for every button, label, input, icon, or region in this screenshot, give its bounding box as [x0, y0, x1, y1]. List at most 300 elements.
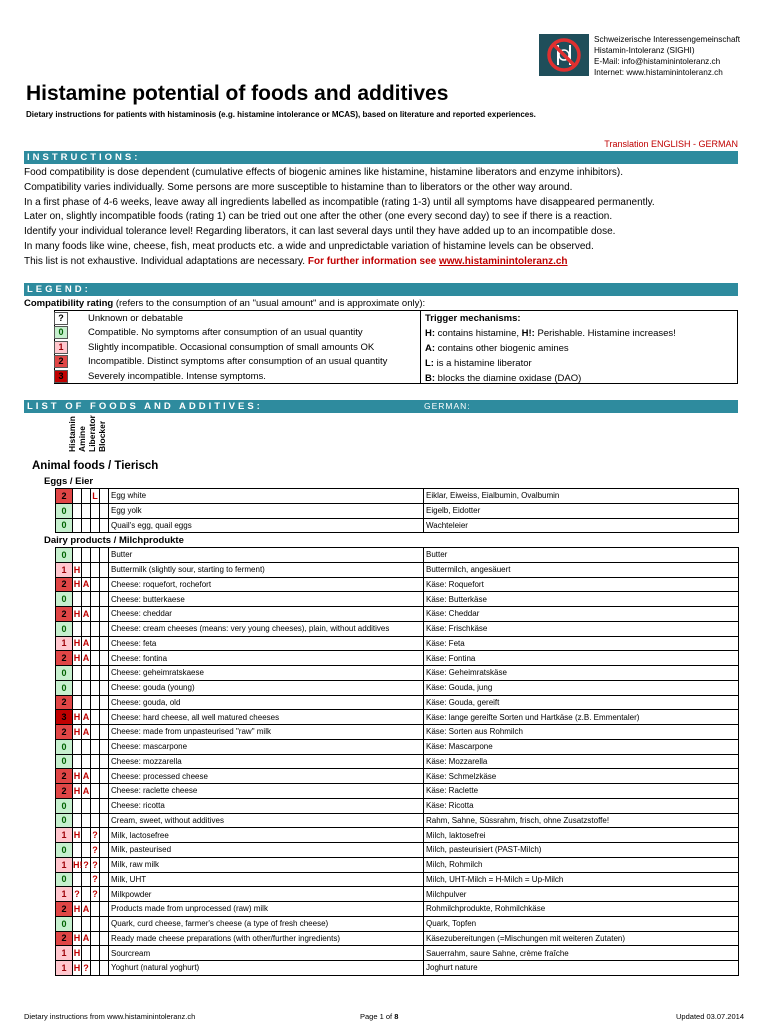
food-name-de: Milchpulver [424, 887, 739, 902]
food-name-de: Käse: Frischkäse [424, 621, 739, 636]
amine-cell [82, 548, 91, 563]
org-header [539, 34, 740, 78]
histamine-cell: H [73, 769, 82, 784]
instructions-text [24, 166, 655, 270]
histamine-cell: H [73, 725, 82, 740]
table-row [56, 769, 739, 784]
rating-cell: 0 [56, 503, 73, 518]
histamine-cell [73, 548, 82, 563]
food-name-de: Käse: Gouda, gereift [424, 695, 739, 710]
rating-cell: 2 [56, 607, 73, 622]
histamine-cell: H [73, 562, 82, 577]
liberator-cell [91, 503, 100, 518]
food-name-en: Cheese: ricotta [109, 798, 424, 813]
table-row [56, 666, 739, 681]
amine-cell: A [82, 607, 91, 622]
food-name-en: Cheese: fontina [109, 651, 424, 666]
col-head-blocker: Blocker [97, 420, 107, 452]
rating-cell: 3 [56, 710, 73, 725]
rating-cell: 0 [56, 754, 73, 769]
further-info-label: For further information see [307, 255, 439, 267]
histamine-cell: H [73, 946, 82, 961]
food-name-de: Eiklar, Eiweiss, Eialbumin, Ovalbumin [424, 489, 739, 504]
liberator-cell [91, 577, 100, 592]
amine-cell [82, 916, 91, 931]
liberator-cell [91, 695, 100, 710]
histamine-cell: H [73, 828, 82, 843]
histamine-cell [73, 503, 82, 518]
rating-note: (refers to the consumption of an "usual amount" and is approximate only): [113, 298, 426, 309]
food-name-en: Cream, sweet, without additives [109, 813, 424, 828]
blocker-cell [100, 651, 109, 666]
amine-cell [82, 489, 91, 504]
histamine-cell [73, 680, 82, 695]
rating-cell: 2 [56, 651, 73, 666]
food-name-en: Cheese: gouda (young) [109, 680, 424, 695]
rating-text: Incompatible. Distinct symptoms after consumption of an usual quantity [88, 356, 388, 368]
liberator-cell [91, 607, 100, 622]
food-name-en: Egg white [109, 489, 424, 504]
food-name-en: Quail's egg, quail eggs [109, 518, 424, 533]
instruction-line: Food compatibility is dose dependent (cumulative effects of biogenic amines like histamine, histamine liberators and enzyme inhibitors). [24, 167, 624, 178]
histamine-cell [73, 872, 82, 887]
org-short: Histamin-Intoleranz (SIGHI) [594, 46, 695, 55]
food-name-en: Cheese: mozzarella [109, 754, 424, 769]
food-name-en: Cheese: roquefort, rochefort [109, 577, 424, 592]
amine-cell [82, 813, 91, 828]
food-name-de: Milch, Rohmilch [424, 857, 739, 872]
food-name-de: Käse: Gouda, jung [424, 680, 739, 695]
blocker-cell [100, 872, 109, 887]
food-name-en: Cheese: hard cheese, all well matured cheeses [109, 710, 424, 725]
table-row [56, 518, 739, 533]
liberator-cell [91, 961, 100, 976]
food-name-de: Käse: Fontina [424, 651, 739, 666]
food-name-en: Yoghurt (natural yoghurt) [109, 961, 424, 976]
amine-cell: ? [82, 857, 91, 872]
amine-cell: A [82, 902, 91, 917]
blocker-cell [100, 887, 109, 902]
rating-code: 3 [54, 370, 68, 383]
rating-code: 2 [54, 355, 68, 368]
amine-cell [82, 754, 91, 769]
rating-cell: 0 [56, 621, 73, 636]
food-name-en: Cheese: made from unpasteurised "raw" milk [109, 725, 424, 740]
histamine-cell [73, 739, 82, 754]
amine-cell [82, 798, 91, 813]
liberator-cell [91, 548, 100, 563]
histamine-cell: H [73, 577, 82, 592]
food-name-en: Cheese: cheddar [109, 607, 424, 622]
food-name-de: Quark, Topfen [424, 916, 739, 931]
rating-cell: 0 [56, 548, 73, 563]
col-head-liberator: Liberator [87, 415, 97, 452]
histamine-cell: H [73, 636, 82, 651]
histamine-cell [73, 621, 82, 636]
blocker-cell [100, 636, 109, 651]
food-name-de: Käsezubereitungen (=Mischungen mit weiteren Zutaten) [424, 931, 739, 946]
legend-rating-0 [55, 326, 363, 341]
instruction-line: In a first phase of 4-6 weeks, leave away all ingredients labelled as incompatible (rating 1-3) until all symptoms have disappeared permanently. [24, 196, 655, 208]
histamine-cell [73, 916, 82, 931]
rating-cell: 0 [56, 843, 73, 858]
blocker-cell [100, 769, 109, 784]
blocker-cell [100, 695, 109, 710]
liberator-cell [91, 636, 100, 651]
histamine-cell: H [73, 931, 82, 946]
rating-label: Compatibility rating [24, 298, 114, 309]
instruction-line: In many foods like wine, cheese, fish, meat products etc. a wide and unpredictable variation of histamine levels can be observed. [24, 240, 594, 252]
liberator-cell: ? [91, 872, 100, 887]
rating-code: 0 [54, 326, 68, 339]
histamine-cell [73, 798, 82, 813]
rating-cell: 0 [56, 518, 73, 533]
table-row [56, 725, 739, 740]
blocker-cell [100, 518, 109, 533]
histamine-cell: H [73, 784, 82, 799]
no-food-icon [539, 34, 589, 76]
food-name-de: Joghurt nature [424, 961, 739, 976]
instruction-line: Identify your individual tolerance level! Regarding liberators, it can last several days until they have added up to an incompatible dose. [24, 226, 616, 238]
blocker-cell [100, 577, 109, 592]
liberator-cell [91, 946, 100, 961]
food-name-de: Milch, pasteurisiert (PAST-Milch) [424, 843, 739, 858]
blocker-cell [100, 680, 109, 695]
histamine-cell: H! [73, 857, 82, 872]
histamine-cell: H [73, 607, 82, 622]
col-head-histamin: Histamin [67, 416, 77, 452]
blocker-cell [100, 946, 109, 961]
compatibility-rating-caption [24, 298, 425, 309]
page-title: Histamine potential of foods and additives [26, 82, 449, 105]
rating-cell: 1 [56, 961, 73, 976]
blocker-cell [100, 548, 109, 563]
histamine-cell: ? [73, 887, 82, 902]
liberator-cell [91, 651, 100, 666]
rating-code: 1 [54, 341, 68, 354]
table-row [56, 651, 739, 666]
food-name-de: Käse: Mascarpone [424, 739, 739, 754]
rating-cell: 2 [56, 902, 73, 917]
histamine-cell: H [73, 902, 82, 917]
food-name-de: Käse: lange gereifte Sorten und Hartkäse (z.B. Emmentaler) [424, 710, 739, 725]
footer-page: Page 1 of 8 [360, 1012, 399, 1021]
blocker-cell [100, 754, 109, 769]
liberator-cell [91, 562, 100, 577]
legend-rating-2 [55, 355, 387, 370]
food-name-en: Milkpowder [109, 887, 424, 902]
list-heading [24, 400, 738, 413]
food-name-de: Käse: Ricotta [424, 798, 739, 813]
food-name-de: Käse: Mozzarella [424, 754, 739, 769]
table-row [56, 503, 739, 518]
food-name-en: Buttermilk (slightly sour, starting to ferment) [109, 562, 424, 577]
liberator-cell [91, 621, 100, 636]
amine-cell [82, 872, 91, 887]
org-name: Schweizerische Interessengemeinschaft [594, 35, 741, 44]
blocker-cell [100, 666, 109, 681]
rating-cell: 1 [56, 857, 73, 872]
histamine-cell [73, 695, 82, 710]
food-name-en: Sourcream [109, 946, 424, 961]
rating-cell: 1 [56, 828, 73, 843]
liberator-cell [91, 931, 100, 946]
table-row [56, 946, 739, 961]
table-row [56, 577, 739, 592]
rating-cell: 1 [56, 946, 73, 961]
legend-heading: LEGEND: [24, 283, 738, 296]
col-head-amine: Amine [77, 426, 87, 452]
rating-cell: 0 [56, 798, 73, 813]
food-name-en: Milk, UHT [109, 872, 424, 887]
liberator-cell [91, 769, 100, 784]
table-row [56, 710, 739, 725]
legend-rating-1 [55, 340, 374, 355]
rating-cell: 2 [56, 784, 73, 799]
food-name-en: Ready made cheese preparations (with other/further ingredients) [109, 931, 424, 946]
blocker-cell [100, 902, 109, 917]
table-row [56, 680, 739, 695]
mechanism-histamine: H: contains histamine, H!: Perishable. Histamine increases! [425, 328, 676, 339]
amine-cell: A [82, 931, 91, 946]
rating-cell: 2 [56, 769, 73, 784]
list-heading-label: LIST OF FOODS AND ADDITIVES: [27, 401, 263, 412]
blocker-cell [100, 961, 109, 976]
amine-cell: A [82, 769, 91, 784]
blocker-cell [100, 607, 109, 622]
amine-cell: A [82, 710, 91, 725]
category-heading: Animal foods / Tierisch [32, 460, 159, 472]
blocker-cell [100, 857, 109, 872]
food-name-en: Cheese: mascarpone [109, 739, 424, 754]
blocker-cell [100, 828, 109, 843]
histamine-cell [73, 518, 82, 533]
blocker-cell [100, 916, 109, 931]
table-row [56, 916, 739, 931]
rating-cell: 2 [56, 577, 73, 592]
rating-cell: 0 [56, 739, 73, 754]
rating-cell: 0 [56, 916, 73, 931]
histamine-cell [73, 843, 82, 858]
histamine-cell: H [73, 651, 82, 666]
amine-cell [82, 828, 91, 843]
liberator-cell [91, 739, 100, 754]
instruction-line: Later on, slightly incompatible foods (rating 1) can be tried out one after the other (one every second day) to see if there is a reaction. [24, 211, 613, 223]
rating-cell: 2 [56, 931, 73, 946]
dairy-table [55, 547, 739, 976]
amine-cell [82, 739, 91, 754]
table-row [56, 592, 739, 607]
amine-cell: ? [82, 961, 91, 976]
food-name-de: Butter [424, 548, 739, 563]
blocker-cell [100, 562, 109, 577]
table-row [56, 636, 739, 651]
liberator-cell: ? [91, 843, 100, 858]
subcategory-eggs: Eggs / Eier [44, 476, 94, 487]
amine-cell [82, 680, 91, 695]
histamine-cell [73, 666, 82, 681]
table-row [56, 813, 739, 828]
amine-cell: A [82, 577, 91, 592]
blocker-cell [100, 503, 109, 518]
mechanism-blocker: B: blocks the diamine oxidase (DAO) [425, 373, 582, 384]
table-row [56, 798, 739, 813]
histamine-cell [73, 754, 82, 769]
blocker-cell [100, 489, 109, 504]
translation-note: Translation ENGLISH - GERMAN [604, 139, 738, 149]
subcategory-dairy: Dairy products / Milchprodukte [44, 535, 184, 546]
rating-text: Severely incompatible. Intense symptoms. [88, 370, 266, 382]
rating-cell: 0 [56, 813, 73, 828]
amine-cell [82, 592, 91, 607]
table-row [56, 607, 739, 622]
rating-text: Compatible. No symptoms after consumption of an usual quantity [88, 327, 363, 339]
instruction-line: Compatibility varies individually. Some persons are more susceptible to histamine than to liberators or the other way around. [24, 181, 573, 193]
table-row [56, 843, 739, 858]
amine-cell [82, 562, 91, 577]
histamine-cell [73, 592, 82, 607]
mechanism-legend [425, 311, 676, 386]
blocker-cell [100, 621, 109, 636]
rating-cell: 1 [56, 562, 73, 577]
food-name-en: Cheese: processed cheese [109, 769, 424, 784]
food-name-de: Rohmilchprodukte, Rohmilchkäse [424, 902, 739, 917]
food-name-en: Butter [109, 548, 424, 563]
rating-text: Slightly incompatible. Occasional consumption of small amounts OK [88, 341, 375, 353]
food-name-en: Egg yolk [109, 503, 424, 518]
food-name-de: Käse: Raclette [424, 784, 739, 799]
mechanisms-heading: Trigger mechanisms: [425, 313, 521, 324]
table-row [56, 857, 739, 872]
rating-code: ? [54, 312, 68, 325]
table-row [56, 902, 739, 917]
liberator-cell [91, 902, 100, 917]
food-name-de: Käse: Roquefort [424, 577, 739, 592]
food-name-de: Milch, UHT-Milch = H-Milch = Up-Milch [424, 872, 739, 887]
footer-source: Dietary instructions from www.histaminintoleranz.ch [24, 1012, 196, 1021]
food-name-de: Käse: Feta [424, 636, 739, 651]
eggs-table-body [56, 489, 739, 533]
org-website[interactable]: Internet: www.histaminintoleranz.ch [594, 68, 723, 77]
liberator-cell [91, 680, 100, 695]
liberator-cell [91, 813, 100, 828]
blocker-cell [100, 725, 109, 740]
food-name-en: Quark, curd cheese, farmer's cheese (a type of fresh cheese) [109, 916, 424, 931]
instruction-line-last [24, 255, 655, 270]
rating-cell: 1 [56, 636, 73, 651]
food-name-de: Käse: Sorten aus Rohmilch [424, 725, 739, 740]
food-name-en: Cheese: geheimratskaese [109, 666, 424, 681]
blocker-cell [100, 739, 109, 754]
histamine-cell [73, 489, 82, 504]
rating-cell: 0 [56, 680, 73, 695]
food-name-en: Milk, raw milk [109, 857, 424, 872]
table-row [56, 739, 739, 754]
food-name-en: Cheese: gouda, old [109, 695, 424, 710]
food-name-en: Cheese: raclette cheese [109, 784, 424, 799]
histamine-cell: H [73, 961, 82, 976]
rating-cell: 0 [56, 872, 73, 887]
liberator-cell [91, 784, 100, 799]
table-row [56, 562, 739, 577]
liberator-cell: ? [91, 887, 100, 902]
food-name-de: Käse: Schmelzkäse [424, 769, 739, 784]
rating-cell: 2 [56, 489, 73, 504]
liberator-cell [91, 710, 100, 725]
website-link[interactable]: www.histaminintoleranz.ch [438, 255, 568, 267]
amine-cell: A [82, 651, 91, 666]
amine-cell [82, 621, 91, 636]
food-name-de: Buttermilch, angesäuert [424, 562, 739, 577]
liberator-cell [91, 666, 100, 681]
blocker-cell [100, 843, 109, 858]
table-row [56, 828, 739, 843]
table-row [56, 931, 739, 946]
food-name-de: Milch, laktosefrei [424, 828, 739, 843]
table-row [56, 489, 739, 504]
legend-rating-unknown [55, 311, 183, 326]
food-name-de: Käse: Butterkäse [424, 592, 739, 607]
food-name-de: Wachteleier [424, 518, 739, 533]
liberator-cell [91, 592, 100, 607]
food-name-de: Käse: Cheddar [424, 607, 739, 622]
amine-cell [82, 503, 91, 518]
dairy-table-body [56, 548, 739, 976]
rating-cell: 2 [56, 695, 73, 710]
footer-updated: Updated 03.07.2014 [676, 1012, 744, 1021]
table-row [56, 754, 739, 769]
mechanism-liberator: L: is a histamine liberator [425, 358, 532, 369]
liberator-cell [91, 916, 100, 931]
rating-cell: 0 [56, 666, 73, 681]
org-contact [594, 34, 740, 78]
rating-text: Unknown or debatable [88, 312, 184, 324]
table-row [56, 548, 739, 563]
liberator-cell [91, 518, 100, 533]
liberator-cell: L [91, 489, 100, 504]
food-name-de: Käse: Geheimratskäse [424, 666, 739, 681]
table-row [56, 872, 739, 887]
food-name-en: Cheese: feta [109, 636, 424, 651]
blocker-cell [100, 931, 109, 946]
histamine-cell [73, 813, 82, 828]
amine-cell [82, 518, 91, 533]
liberator-cell: ? [91, 828, 100, 843]
table-row [56, 784, 739, 799]
amine-cell [82, 695, 91, 710]
page-subtitle: Dietary instructions for patients with histaminosis (e.g. histamine intolerance or MCAS), based on literature and reported experiences. [26, 110, 536, 119]
histamine-cell: H [73, 710, 82, 725]
blocker-cell [100, 592, 109, 607]
food-name-en: Cheese: butterkaese [109, 592, 424, 607]
amine-cell [82, 666, 91, 681]
rating-cell: 2 [56, 725, 73, 740]
food-name-de: Sauerrahm, saure Sahne, crème fraîche [424, 946, 739, 961]
blocker-cell [100, 813, 109, 828]
amine-cell: A [82, 636, 91, 651]
rating-cell: 1 [56, 887, 73, 902]
liberator-cell [91, 754, 100, 769]
legend-rating-3 [55, 369, 266, 384]
food-name-en: Products made from unprocessed (raw) milk [109, 902, 424, 917]
mechanism-amines: A: contains other biogenic amines [425, 343, 569, 354]
german-heading: GERMAN: [424, 401, 471, 411]
table-row [56, 887, 739, 902]
org-email[interactable]: E-Mail: info@histaminintoleranz.ch [594, 57, 721, 66]
instructions-heading: INSTRUCTIONS: [24, 151, 738, 164]
blocker-cell [100, 710, 109, 725]
table-row [56, 961, 739, 976]
